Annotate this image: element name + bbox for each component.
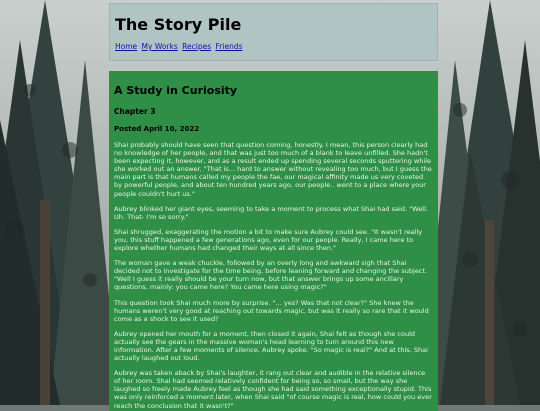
story-paragraph: Shai shrugged, exaggerating the motion a bit to make sure Aubrey could see. "It wasn't really you, this stuff happened a few generations ago, even for our people. Really, I came here to explore whether humans had changed their ways at all since then." [114,227,423,253]
nav-link-home[interactable]: Home [115,42,138,51]
story-paragraph: Shai probably should have seen that question coming, honestly. I mean, this person clearly had no knowledge of her people, and that was just too much of a blank to leave unfilled. She hadn't been expecting it, however, and as a result ended up spending several seconds sputtering while she worked out an answer. "That is... hard to answer without revealing too much, but I guess the main part is that humans called my people the fae, our magical affinity made us very coveted by powerful people, and about ten hundred years ago, our people.. went to a place where your people couldn't hurt us." [114,141,432,198]
site-title: The Story Pile [115,15,242,34]
main-nav [115,42,245,51]
nav-link-my-works[interactable]: My Works [141,42,178,51]
nav-link-recipes[interactable]: Recipes [182,42,212,51]
chapter-heading: Chapter 3 [114,107,156,116]
site-header [109,3,438,61]
post-title: A Study in Curiosity [114,84,238,97]
post-date: Posted April 10, 2022 [114,125,200,133]
story-content [109,71,438,411]
story-paragraph: The woman gave a weak chuckle, followed by an overly long and awkward sigh that Shai decided not to investigate for the time being, before leaning forward and changing the subject. "Well I guess it really should be your turn now, but that answer brings up some ancillary questions, mainly: you came here? You came here using magic?" [114,259,428,292]
story-paragraph: Aubrey was taken aback by Shai's laughter, it rang out clear and audible in the relative silence of her room. Shai had seemed relatively confident for being so, so small, but the way she laughed so freely made Aubrey feel as though she had said something exceptionally stupid. This was only reinforced a moment later, when Shai said "of course magic is real, how could you ever reach the conclusion that it wasn't?" [114,369,432,410]
story-paragraph: This question took Shai much more by surprise. "... yes? Was that not clear?" She knew the humans weren't very good at reaching out towards magic, but was it really so rare that it would come as a shock to see it used? [114,298,429,323]
nav-link-friends[interactable]: Friends [215,42,243,51]
story-paragraph: Aubrey opened her mouth for a moment, then closed it again, Shai felt as though she could actually see the gears in the massive woman's head learning to turn around this new information. After a few moments of silence, Aubrey spoke. "So magic is real?" And at this, Shai actually laughed out loud. [114,329,429,363]
story-paragraph: Aubrey blinked her giant eyes, seeming to take a moment to process what Shai had said. "Well. Uh. That- I'm so sorry." [114,204,429,221]
